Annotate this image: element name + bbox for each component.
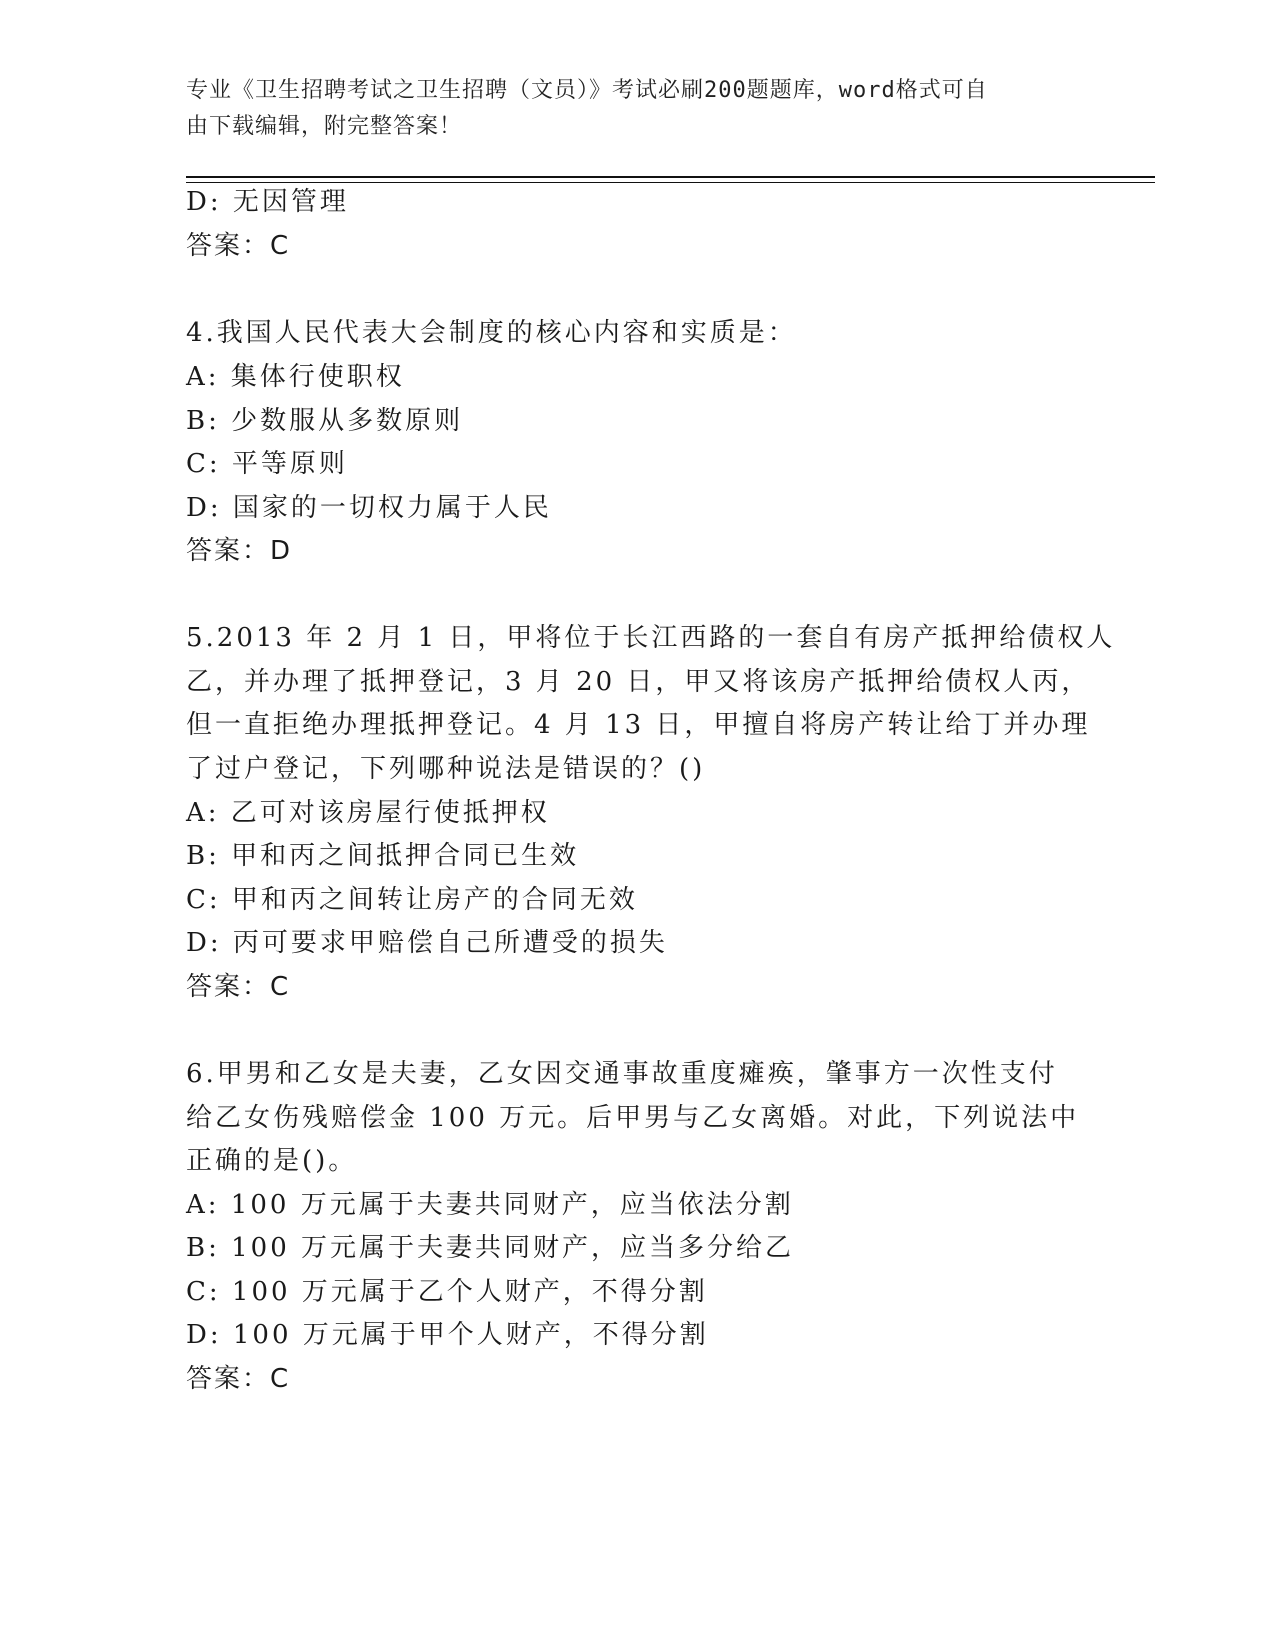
q5-option-d: D: 丙可要求甲赔偿自己所遭受的损失 — [186, 928, 668, 958]
q5-stem-line-1: 5.2013 年 2 月 1 日，甲将位于长江西路的一套自有房产抵押给债权人 — [186, 623, 1116, 653]
q6-option-d: D: 100 万元属于甲个人财产，不得分割 — [186, 1320, 709, 1350]
header-line-2: 由下载编辑，附完整答案！ — [186, 114, 463, 139]
q5-stem-line-2: 乙，并办理了抵押登记，3 月 20 日，甲又将该房产抵押给债权人丙， — [186, 667, 1091, 697]
q6-stem-line-3: 正确的是()。 — [186, 1146, 358, 1176]
q6-option-a: A: 100 万元属于夫妻共同财产，应当依法分割 — [186, 1190, 794, 1220]
header-rule-thick — [186, 176, 1155, 178]
q5-option-b: B: 甲和丙之间抵押合同已生效 — [186, 841, 580, 871]
q4-option-a: A: 集体行使职权 — [186, 362, 405, 392]
q6-option-c: C: 100 万元属于乙个人财产，不得分割 — [186, 1277, 708, 1307]
q4-option-b: B: 少数服从多数原则 — [186, 406, 464, 436]
q4-option-d: D: 国家的一切权力属于人民 — [186, 493, 552, 523]
q5-stem-line-4: 了过户登记，下列哪种说法是错误的？() — [186, 754, 706, 784]
q5-option-a: A: 乙可对该房屋行使抵押权 — [186, 798, 550, 828]
q5-option-c: C: 甲和丙之间转让房产的合同无效 — [186, 885, 638, 915]
q6-answer: 答案：C — [186, 1364, 291, 1394]
header-line-1: 专业《卫生招聘考试之卫生招聘（文员）》考试必刷200题题库，word格式可自 — [186, 78, 988, 103]
header-rule-thin — [186, 182, 1155, 183]
q5-stem-line-3: 但一直拒绝办理抵押登记。4 月 13 日，甲擅自将房产转让给丁并办理 — [186, 710, 1091, 740]
q6-stem-line-2: 给乙女伤残赔偿金 100 万元。后甲男与乙女离婚。对此，下列说法中 — [186, 1103, 1080, 1133]
page-header — [186, 73, 1066, 145]
q5-answer: 答案：C — [186, 972, 291, 1002]
q3-option-d: D: 无因管理 — [186, 187, 349, 217]
q4-option-c: C: 平等原则 — [186, 449, 348, 479]
q4-stem: 4.我国人民代表大会制度的核心内容和实质是： — [186, 318, 797, 348]
q4-answer: 答案：D — [186, 536, 293, 566]
q3-answer: 答案：C — [186, 231, 291, 261]
q6-option-b: B: 100 万元属于夫妻共同财产，应当多分给乙 — [186, 1233, 795, 1263]
q6-stem-line-1: 6.甲男和乙女是夫妻，乙女因交通事故重度瘫痪，肇事方一次性支付 — [186, 1059, 1058, 1089]
